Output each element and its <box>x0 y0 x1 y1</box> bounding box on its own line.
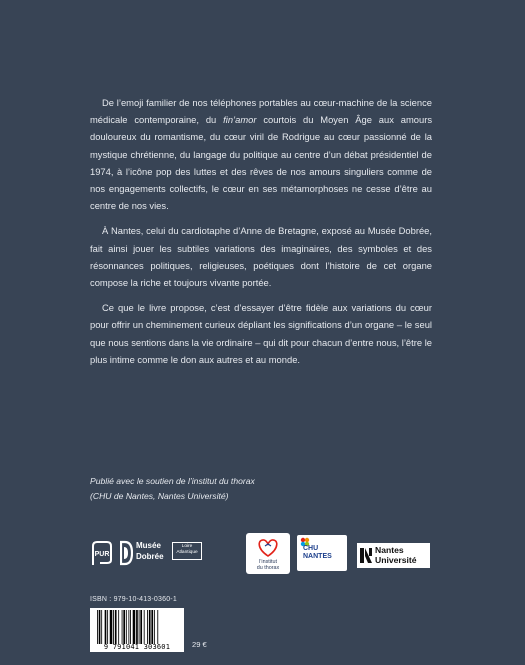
institut-du-thorax-logo <box>246 533 290 574</box>
chu-logo-line-2: NANTES <box>303 553 332 560</box>
blurb-paragraph-1 <box>90 94 432 214</box>
nantes-logo-line-2: Université <box>375 554 417 565</box>
nantes-logo-line-1: Nantes <box>375 545 404 555</box>
musee-dobree-logo <box>120 540 166 566</box>
thorax-logo-line-2: du thorax <box>256 564 280 571</box>
nantes-universite-mark-icon <box>360 548 372 563</box>
chu-logo-line-1: CHU <box>303 545 319 552</box>
loire-logo-line-2: Atlantique <box>176 550 198 555</box>
blurb-italic-term: fin’amor <box>223 114 257 126</box>
blurb-paragraph-2: À Nantes, celui du cardiotaphe d’Anne de Bretagne, exposé au Musée Dobrée, fait ainsi jouer les subtiles variations des imaginaires, des symboles et des résonnances politiques, religieuses, poétiques dont l’histoire de cet organe compose la riche et toujours vivante portée. <box>90 225 432 289</box>
credit-line-2: (CHU de Nantes, Nantes Université) <box>90 491 229 501</box>
nantes-universite-logo <box>357 543 430 568</box>
loire-atlantique-logo <box>172 542 202 560</box>
blurb-text: De l’emoji familier de nos téléphones portables au cœur-machine de la science médicale contemporaine, du <box>90 97 432 126</box>
blurb-paragraph-3: Ce que le livre propose, c’est d’essayer d’être fidèle aux variations du cœur pour offrir un cheminement curieux dépliant les significations d’un organe – le seul que nous sentions dans la vie ordinaire – qui dit pour chacun d’entre nous, l’être le plus intime comme le don aux autres et au monde. <box>90 302 432 365</box>
blurb-text: courtois du Moyen Âge aux amours douloureux du romantisme, du cœur viril de Rodrigue au cœur passionné de la mystique chrétienne, du langage du politique au centre d’un débat présidentiel de 1974, à l’icône pop des luttes et des rêves de nos amours singuliers comme de nos engagements collectifs, le cœur en ses métamorphoses ne cesse d’être au centre de nos vies. <box>90 114 433 212</box>
musee-logo-line-2: Dobrée <box>136 552 164 561</box>
chu-nantes-logo <box>297 535 347 571</box>
publication-credit <box>90 474 390 504</box>
back-cover-blurb <box>90 94 432 376</box>
partner-logos <box>90 530 440 578</box>
credit-line-1: Publié avec le soutien de l’institut du thorax <box>90 476 255 486</box>
musee-logo-line-1: Musée <box>136 541 161 550</box>
isbn-number: ISBN : 979-10-413-0360-1 <box>90 596 177 603</box>
loire-logo-line-1: Loire <box>181 544 193 549</box>
heart-icon <box>246 535 290 559</box>
musee-dobree-mark-icon <box>120 540 133 566</box>
pur-logo <box>90 540 114 566</box>
price: 29 € <box>192 640 207 649</box>
barcode-digits: 9 791041 303601 <box>103 643 171 651</box>
barcode-bars-icon <box>90 610 184 646</box>
thorax-logo-line-1: l’institut <box>259 558 277 565</box>
isbn-barcode <box>90 608 184 652</box>
pur-logo-text: PUR <box>94 551 110 558</box>
